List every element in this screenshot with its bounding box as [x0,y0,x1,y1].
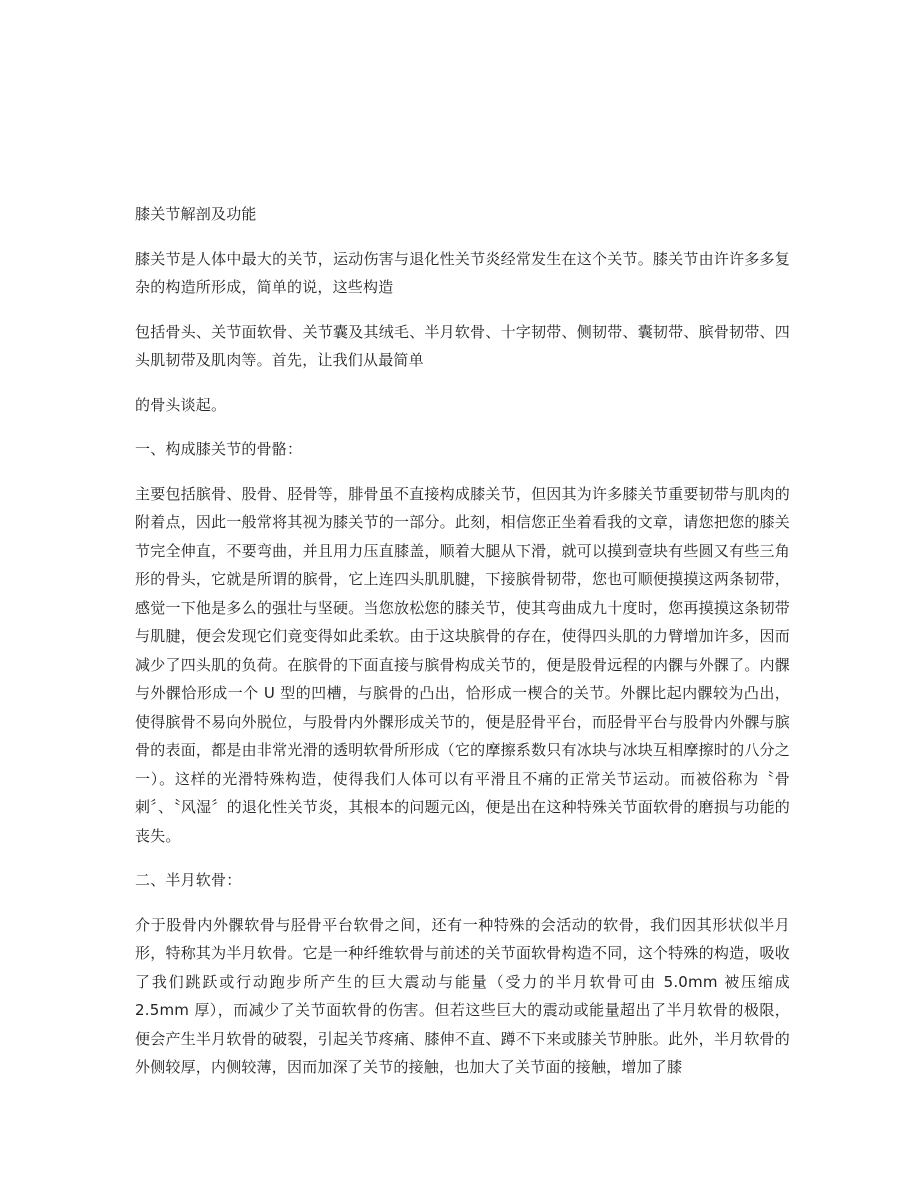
intro-paragraph-1: 膝关节是人体中最大的关节，运动伤害与退化性关节炎经常发生在这个关节。膝关节由许许多多复杂的构造所形成，简单的说，这些构造 [135,249,790,296]
document-body [135,200,790,1082]
section-1-heading: 一、构成膝关节的骨骼： [135,440,303,458]
document-title: 膝关节解剖及功能 [135,205,257,223]
intro-paragraph-3: 的骨头谈起。 [135,395,227,414]
section-2-heading: 二、半月软骨： [135,871,242,889]
section-2-body: 介于股骨内外髁软骨与胫骨平台软骨之间，还有一种特殊的会活动的软骨，我们因其形状似半月形，特称其为半月软骨。它是一种纤维软骨与前述的关节面软骨构造不同，这个特殊的构造，吸收了我们跳跃或行动跑步所产生的巨大震动与能量（受力的半月软骨可由 5.0mm 被压缩成 2.5mm 厚），而减少了关节面软骨的伤害。但若这些巨大的震动或能量超出了半月软骨的极限，便会产生半月软骨的破裂，引起关节疼痛、膝伸不直、蹲不下来或膝关节肿胀。此外，半月软骨的外侧较厚，内侧较薄，因而加深了关节的接触，也加大了关节面的接触，增加了膝 [135,915,790,1076]
intro-paragraph-2: 包括骨头、关节面软骨、关节囊及其绒毛、半月软骨、十字韧带、侧韧带、囊韧带、膑骨韧带、四头肌韧带及肌肉等。首先，让我们从最简单 [135,322,790,369]
section-1-body: 主要包括膑骨、股骨、胫骨等，腓骨虽不直接构成膝关节，但因其为许多膝关节重要韧带与肌肉的附着点，因此一般常将其视为膝关节的一部分。此刻，相信您正坐着看我的文章，请您把您的膝关节完全伸直，不要弯曲，并且用力压直膝盖，顺着大腿从下滑，就可以摸到壹块有些圆又有些三角形的骨头，它就是所谓的膑骨，它上连四头肌肌腱，下接膑骨韧带，您也可顺便摸摸这两条韧带，感觉一下他是多么的强壮与坚硬。当您放松您的膝关节，使其弯曲成九十度时，您再摸摸这条韧带与肌腱，便会发现它们竟变得如此柔软。由于这块膑骨的存在，使得四头肌的力臂增加许多，因而减少了四头肌的负荷。在膑骨的下面直接与膑骨构成关节的，便是股骨远程的内髁与外髁了。内髁与外髁恰形成一个 U 型的凹槽，与膑骨的凸出，恰形成一楔合的关节。外髁比起内髁较为凸出，使得膑骨不易向外脱位，与股骨内外髁形成关节的，便是胫骨平台，而胫骨平台与股骨内外髁与膑骨的表面，都是由非常光滑的透明软骨所形成（它的摩擦系数只有冰块与冰块互相摩擦时的八分之一）。这样的光滑特殊构造，使得我们人体可以有平滑且不痛的正常关节运动。而被俗称为〝骨刺〞、〝风湿〞的退化性关节炎，其根本的问题元凶，便是出在这种特殊关节面软骨的磨损与功能的丧失。 [135,484,790,845]
